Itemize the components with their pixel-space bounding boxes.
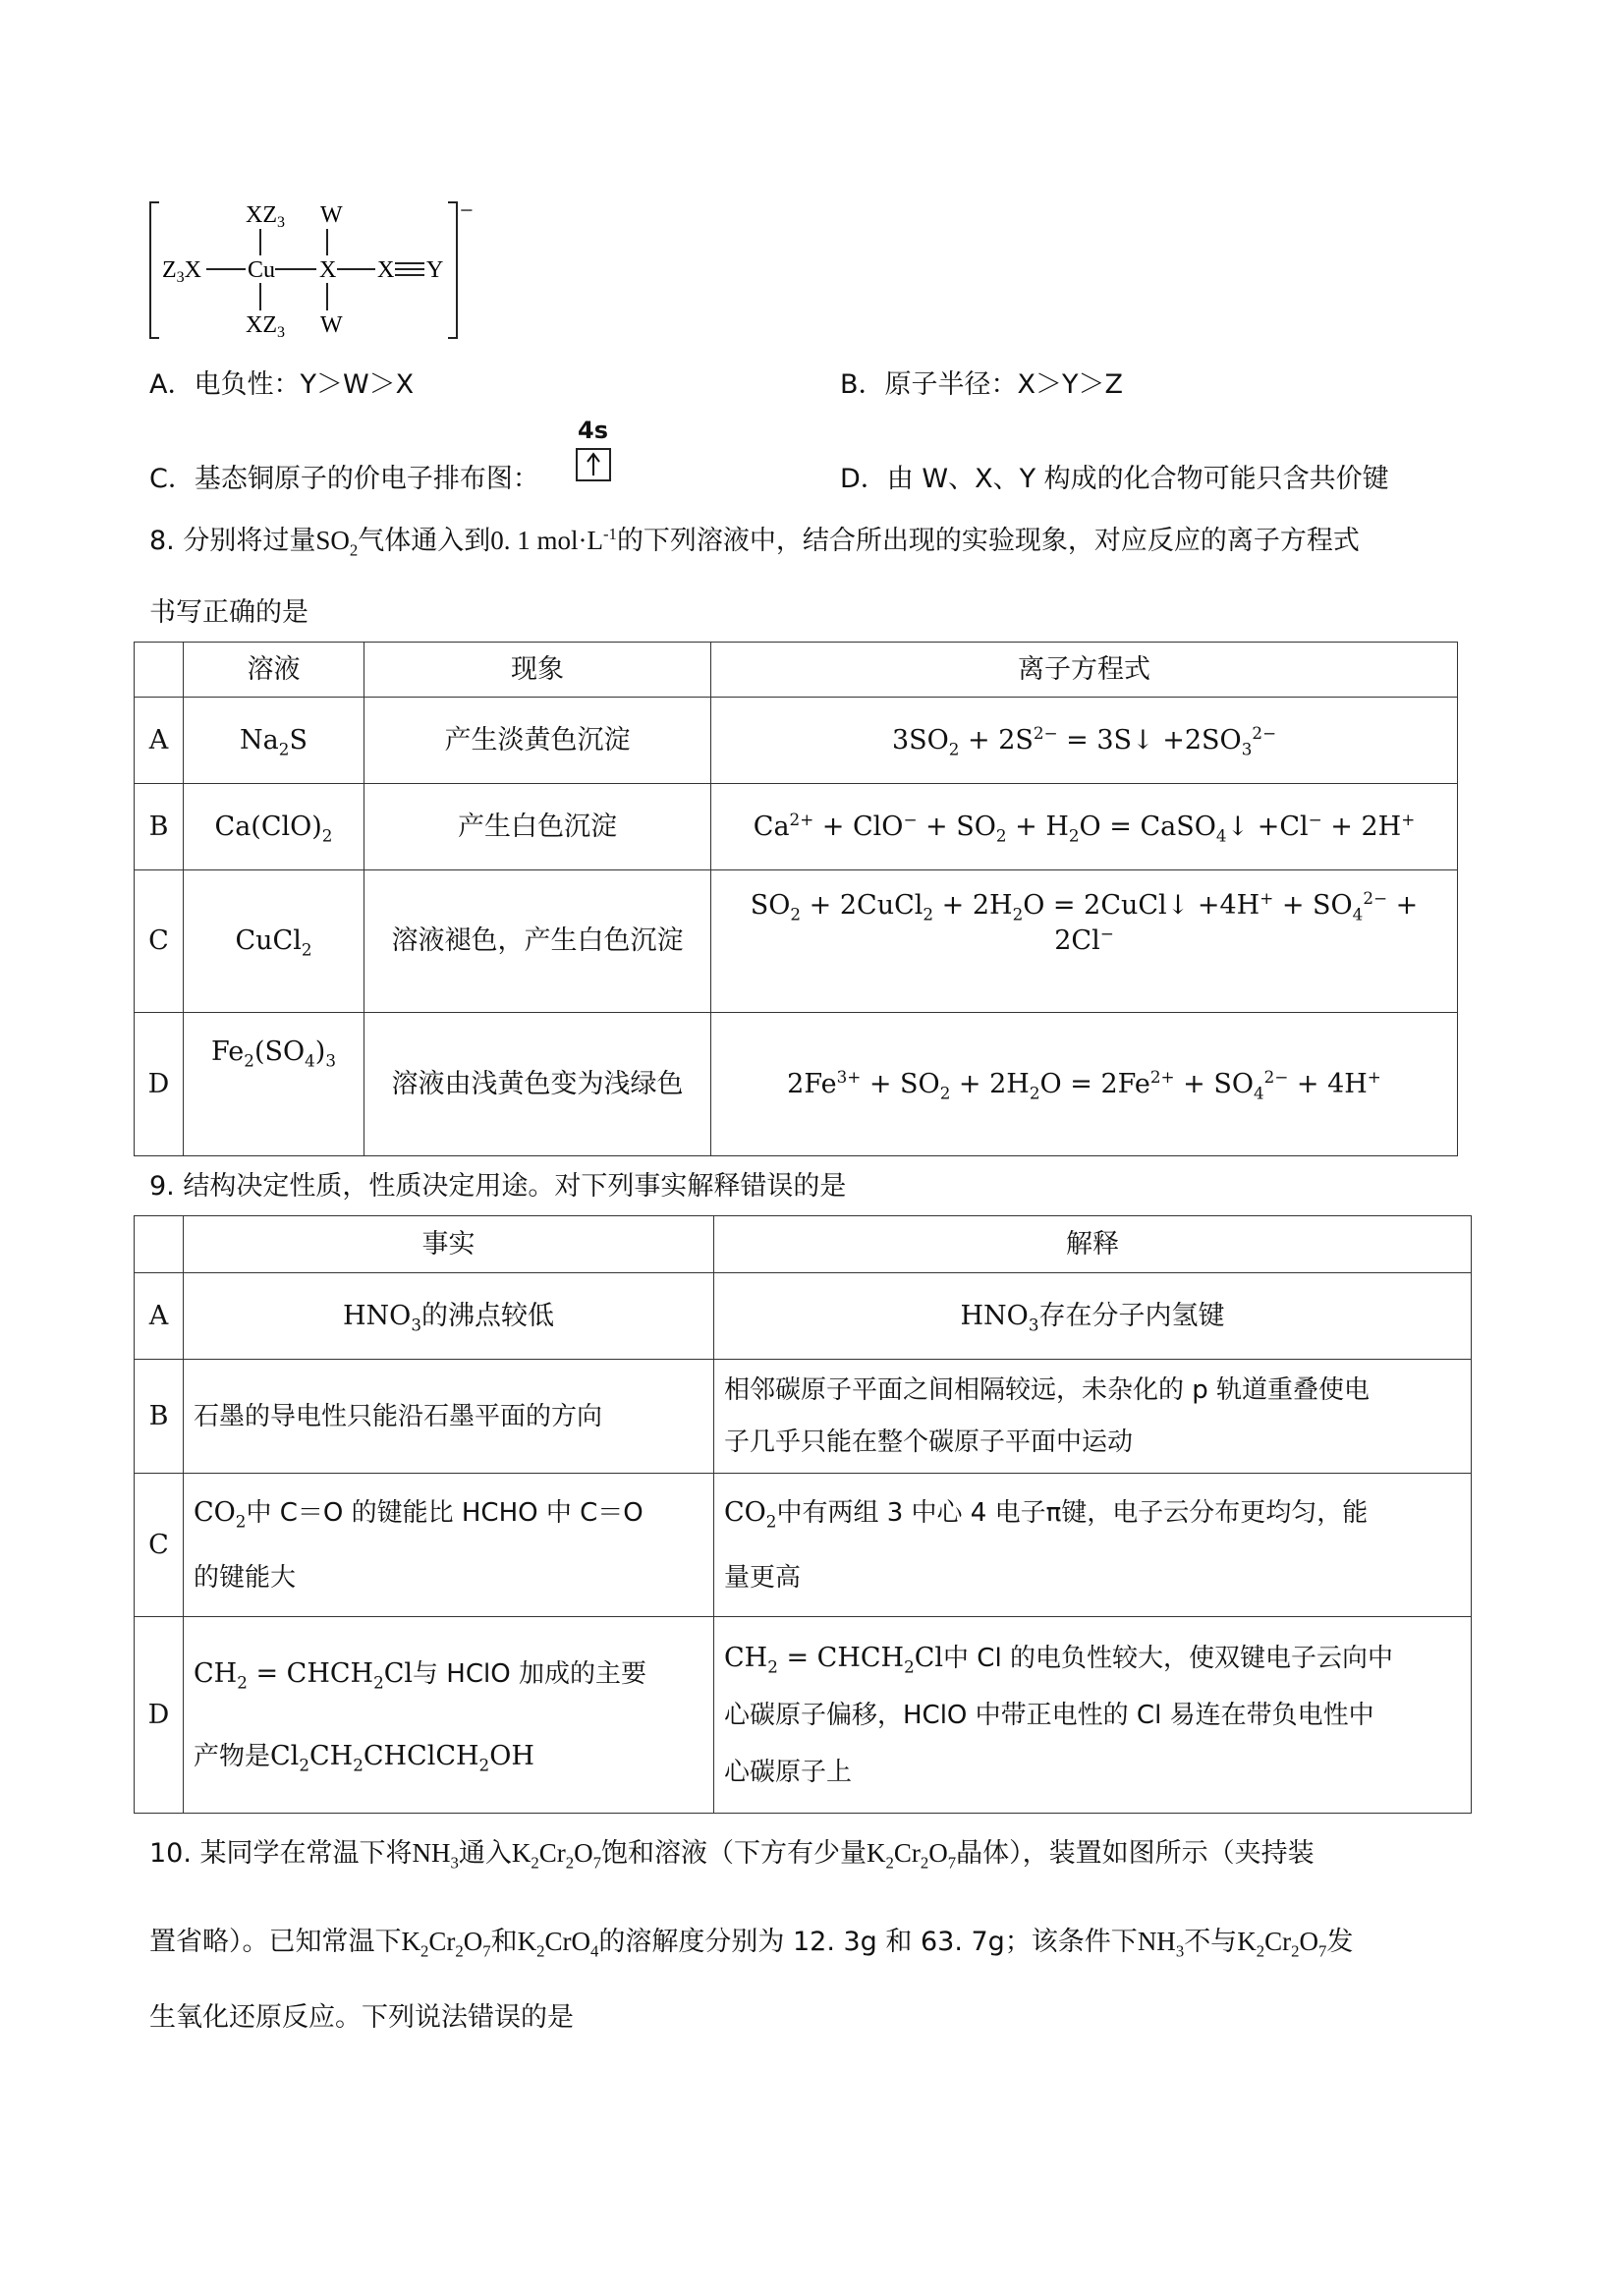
- left-group: $Z_3X$: [162, 257, 202, 286]
- q10-line1: 10. 某同学在常温下将$NH_3$通入$K_2Cr_2O_7$饱和溶液（下方有少量$K_2Cr_2O_7$晶体），装置如图所示（夹持装: [149, 1838, 1315, 1873]
- option-d: D．由 W、X、Y 构成的化合物可能只含共价键: [840, 464, 1389, 494]
- solution-cell: $Na_2S$: [184, 698, 364, 784]
- header-fact: 事实: [184, 1216, 714, 1273]
- explain-cell: $HNO_3$存在分子内氢键: [714, 1273, 1472, 1360]
- explain-cell: $CH_2$ = $CHCH_2Cl$中 Cl 的电负性较大，使双键电子云向中 心碳原子偏移，HClO 中带正电性的 Cl 易连在带负电性中 心碳原子上: [714, 1617, 1472, 1814]
- solution-cell: $Fe_2(SO_4)_3$: [184, 1013, 364, 1156]
- equation-cell: $3SO_2 + 2S^{2-}$ = 3S↓ $+2SO_3^{2-}$: [711, 698, 1458, 784]
- row-label: B: [135, 1360, 184, 1474]
- bottom-left-group: $XZ_3$: [246, 312, 285, 341]
- q8-line1: 8. 分别将过量$SO_2$气体通入到0. 1 $mol\cdot L^{-1}$的下列溶液中，结合所出现的实验现象，对应反应的离子方程式: [149, 525, 1360, 560]
- orbital-box: [576, 448, 611, 481]
- option-a: A．电负性：Y＞W＞X: [149, 369, 415, 400]
- equation-cell: $SO_2$ + 2CuCl$_2$ + $2H_2O$ = 2CuCl↓ $+4H^+ + SO_4^{2-} + 2Cl^-$: [711, 870, 1458, 1013]
- phenomenon-cell: 产生白色沉淀: [364, 784, 711, 870]
- q9-table: [134, 1215, 1472, 1814]
- header-explanation: 解释: [714, 1216, 1472, 1273]
- charge-label: −: [460, 198, 474, 224]
- right-bracket: [448, 202, 457, 338]
- row-label: A: [135, 698, 184, 784]
- q9-title: 9. 结构决定性质，性质决定用途。对下列事实解释错误的是: [149, 1171, 847, 1202]
- header-equation: 离子方程式: [711, 643, 1458, 698]
- phenomenon-cell: 产生淡黄色沉淀: [364, 698, 711, 784]
- phenomenon-cell: 溶液由浅黄色变为浅绿色: [364, 1013, 711, 1156]
- copper-atom: Cu: [248, 257, 276, 283]
- option-c: C．基态铜原子的价电子排布图：: [149, 464, 539, 494]
- q10-line3: 生氧化还原反应。下列说法错误的是: [149, 2002, 574, 2033]
- header-phenomenon: 现象: [364, 643, 711, 698]
- fact-cell: 石墨的导电性只能沿石墨平面的方向: [184, 1360, 714, 1474]
- q10-line2: 置省略）。已知常温下$K_2Cr_2O_7$和$K_2CrO_4$的溶解度分别为 12. 3g 和 63. 7g；该条件下$NH_3$不与$K_2Cr_2O_7$发: [149, 1927, 1354, 1961]
- q8-table: [134, 642, 1458, 1156]
- solution-cell: CuCl$_2$: [184, 870, 364, 1013]
- row-label: C: [135, 870, 184, 1013]
- left-bracket: [150, 202, 159, 338]
- equation-cell: $2Fe^{3+} + SO_2 + 2H_2O = 2Fe^{2+} + SO_4^{2-} + 4H^+$: [711, 1013, 1458, 1156]
- fact-cell: $CH_2$ = $CHCH_2Cl$与 HClO 加成的主要 产物是$Cl_2CH_2CHClCH_2OH$: [184, 1617, 714, 1814]
- explain-cell: 相邻碳原子平面之间相隔较远，未杂化的 p 轨道重叠使电 子几乎只能在整个碳原子平面中运动: [714, 1360, 1472, 1474]
- top-left-group: $XZ_3$: [246, 202, 285, 231]
- equation-cell: $Ca^{2+} + ClO^- + SO_2 + H_2O$ = CaSO$_4$↓ +Cl− + 2H+: [711, 784, 1458, 870]
- central-x: X: [319, 257, 337, 283]
- row-label: A: [135, 1273, 184, 1360]
- up-arrow-icon: [578, 450, 609, 479]
- row-label: B: [135, 784, 184, 870]
- fact-cell: $CO_2$中 C＝O 的键能比 HCHO 中 C＝O 的键能大: [184, 1474, 714, 1617]
- header-solution: 溶液: [184, 643, 364, 698]
- solution-cell: $Ca(ClO)_2$: [184, 784, 364, 870]
- bottom-right-w: W: [320, 312, 343, 338]
- top-right-w: W: [320, 202, 343, 228]
- row-label: D: [135, 1617, 184, 1814]
- right-y: Y: [426, 257, 444, 283]
- phenomenon-cell: 溶液褪色，产生白色沉淀: [364, 870, 711, 1013]
- right-x: X: [377, 257, 395, 283]
- row-label: D: [135, 1013, 184, 1156]
- complex-ion-structure: [147, 196, 481, 344]
- row-label: C: [135, 1474, 184, 1617]
- orbital-label: 4s: [578, 417, 608, 444]
- q8-line2: 书写正确的是: [149, 597, 308, 628]
- explain-cell: $CO_2$中有两组 3 中心 4 电子π键，电子云分布更均匀，能 量更高: [714, 1474, 1472, 1617]
- fact-cell: $HNO_3$的沸点较低: [184, 1273, 714, 1360]
- option-b: B．原子半径：X＞Y＞Z: [840, 369, 1124, 400]
